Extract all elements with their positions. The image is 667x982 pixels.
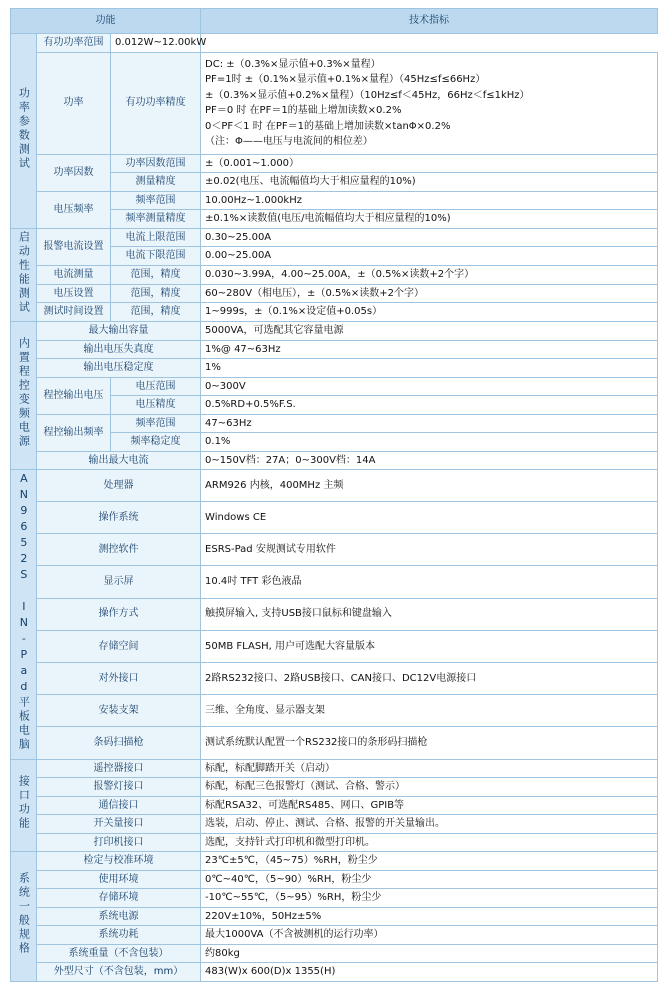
- row-label: 检定与校准环境: [37, 852, 201, 871]
- table-row: [11, 796, 658, 815]
- row-value: 0.00~25.00A: [201, 247, 658, 266]
- group-label-5: [11, 852, 37, 982]
- row-value: 23℃±5℃，（45~75）%RH，粉尘少: [201, 852, 658, 871]
- row-label: 报警灯接口: [37, 778, 201, 797]
- table-row: [11, 191, 658, 210]
- group-label-1: [11, 228, 37, 322]
- row-label: 电压设置: [37, 284, 111, 303]
- row-sublabel: 范围，精度: [111, 265, 201, 284]
- table-row: [11, 815, 658, 834]
- row-label: 显示屏: [37, 566, 201, 598]
- row-value: 1%@ 47~63Hz: [201, 340, 658, 359]
- row-value: 60~280V（相电压），±（0.5%×读数+2个字）: [201, 284, 658, 303]
- row-value: 约80kg: [201, 944, 658, 963]
- row-label: 最大输出容量: [37, 322, 201, 341]
- row-label: 输出电压稳定度: [37, 359, 201, 378]
- row-label: 存储环境: [37, 889, 201, 908]
- row-label: 测控软件: [37, 534, 201, 566]
- row-sublabel: 频率稳定度: [111, 433, 201, 452]
- row-sublabel: 频率测量精度: [111, 210, 201, 229]
- row-value: 标配，标配脚踏开关（启动）: [201, 759, 658, 778]
- value-line: DC: ±（0.3%×显示值+0.3%×量程）: [205, 58, 381, 70]
- row-value: ESRS-Pad 安规测试专用软件: [201, 534, 658, 566]
- row-label: 外型尺寸（不含包装，mm）: [37, 963, 201, 982]
- specification-table: [10, 8, 658, 982]
- group-label-2: [11, 322, 37, 470]
- table-row: [11, 695, 658, 727]
- row-label: 安装支架: [37, 695, 201, 727]
- row-label: 操作方式: [37, 598, 201, 630]
- row-value: 10.4吋 TFT 彩色液晶: [201, 566, 658, 598]
- row-value: 0.1%: [201, 433, 658, 452]
- value-line: PF=1时 ±（0.1%×显示值+0.1%×量程）（45Hz≤f≤66Hz）: [205, 74, 486, 85]
- row-value: 1%: [201, 359, 658, 378]
- row-value: 触摸屏输入, 支持USB接口鼠标和键盘输入: [201, 598, 658, 630]
- table-row: [11, 52, 658, 154]
- table-row: [11, 322, 658, 341]
- group-label-text: 内置程控变频电源: [17, 337, 31, 450]
- group-label-text: 系统一般规格: [17, 872, 31, 956]
- row-value: 220V±10%，50Hz±5%: [201, 907, 658, 926]
- row-value: 最大1000VA（不含被测机的运行功率）: [201, 926, 658, 945]
- row-value: 10.00Hz~1.000kHz: [201, 191, 658, 210]
- table-row: [11, 470, 658, 502]
- row-label: 系统重量（不含包装）: [37, 944, 201, 963]
- row-value: 5000VA，可选配其它容量电源: [201, 322, 658, 341]
- row-label: 对外接口: [37, 662, 201, 694]
- row-value: 1~999s，±（0.1%×设定值+0.05s）: [201, 303, 658, 322]
- row-value: 50MB FLASH, 用户可选配大容量版本: [201, 630, 658, 662]
- group-label-text: AN9652S IN-Pad平板电脑: [17, 472, 31, 752]
- row-value: ±（0.001~1.000）: [201, 154, 658, 173]
- value-line: PF＝0 时 在PF＝1的基础上增加读数×0.2%: [205, 105, 402, 116]
- row-label: 操作系统: [37, 502, 201, 534]
- row-value: ±0.02(电压、电流幅值均大于相应量程的10%): [201, 173, 658, 192]
- table-row: [11, 534, 658, 566]
- row-label: 打印机接口: [37, 833, 201, 852]
- row-value: 0℃~40℃，（5~90）%RH，粉尘少: [201, 870, 658, 889]
- table-row: [11, 630, 658, 662]
- row-sublabel: 电流上限范围: [111, 228, 201, 247]
- row-value: [201, 52, 658, 154]
- row-label: 电流测量: [37, 265, 111, 284]
- row-sublabel: 范围，精度: [111, 303, 201, 322]
- table-row: [11, 598, 658, 630]
- row-label: 报警电流设置: [37, 228, 111, 265]
- row-sublabel: 频率范围: [111, 414, 201, 433]
- row-value: ±0.1%×读数值(电压/电流幅值均大于相应量程的10%): [201, 210, 658, 229]
- row-value: 选配，支持针式打印机和微型打印机。: [201, 833, 658, 852]
- row-label: 系统功耗: [37, 926, 201, 945]
- table-row: [11, 963, 658, 982]
- row-sublabel: 频率范围: [111, 191, 201, 210]
- row-label: 电压频率: [37, 191, 111, 228]
- table-row: [11, 778, 658, 797]
- row-label: 输出电压失真度: [37, 340, 201, 359]
- table-header-row: [11, 9, 658, 34]
- table-row: [11, 566, 658, 598]
- row-sublabel: 电压范围: [111, 377, 201, 396]
- row-sublabel: 有功功率范围: [37, 34, 111, 53]
- row-value: 0~300V: [201, 377, 658, 396]
- row-label: 条码扫描枪: [37, 727, 201, 759]
- table-row: [11, 889, 658, 908]
- row-label: 通信接口: [37, 796, 201, 815]
- row-label: 功率因数: [37, 154, 111, 191]
- row-label: 处理器: [37, 470, 201, 502]
- row-label: 遥控器接口: [37, 759, 201, 778]
- row-label: 功率: [37, 52, 111, 154]
- row-value: 标配，标配三色报警灯（测试、合格、警示）: [201, 778, 658, 797]
- row-label: 系统电源: [37, 907, 201, 926]
- table-row: [11, 451, 658, 470]
- value-line: 0＜PF＜1 时 在PF＝1的基础上增加读数×tanΦ×0.2%: [205, 120, 451, 132]
- row-value: 47~63Hz: [201, 414, 658, 433]
- row-sublabel: 有功功率精度: [111, 52, 201, 154]
- row-sublabel: 范围，精度: [111, 284, 201, 303]
- row-label: 程控输出电压: [37, 377, 111, 414]
- row-value: 0.30~25.00A: [201, 228, 658, 247]
- table-row: [11, 926, 658, 945]
- row-label: 测试时间设置: [37, 303, 111, 322]
- header-function: 功能: [11, 9, 201, 34]
- table-row: [11, 377, 658, 396]
- table-row: [11, 727, 658, 759]
- table-row: [11, 228, 658, 247]
- table-row: [11, 907, 658, 926]
- table-row: [11, 284, 658, 303]
- row-label: 开关量接口: [37, 815, 201, 834]
- value-line: （注：Φ——电压与电流间的相位差）: [205, 136, 373, 147]
- row-value: 测试系统默认配置一个RS232接口的条形码扫描枪: [201, 727, 658, 759]
- table-row: [11, 833, 658, 852]
- row-value: ARM926 内核，400MHz 主频: [201, 470, 658, 502]
- row-sublabel: 测量精度: [111, 173, 201, 192]
- table-row: [11, 414, 658, 433]
- group-label-3: [11, 470, 37, 760]
- group-label-text: 接口功能: [17, 775, 31, 831]
- row-label: 使用环境: [37, 870, 201, 889]
- row-value: 483(W)x 600(D)x 1355(H): [201, 963, 658, 982]
- row-value: -10℃~55℃，（5~95）%RH，粉尘少: [201, 889, 658, 908]
- table-row: [11, 759, 658, 778]
- table-row: [11, 870, 658, 889]
- row-value: 0~150V档：27A；0~300V档：14A: [201, 451, 658, 470]
- table-row: [11, 502, 658, 534]
- table-row: [11, 852, 658, 871]
- value-line: ±（0.3%×显示值+0.2%×量程）（10Hz≤f＜45Hz，66Hz＜f≤1kHz）: [205, 89, 530, 101]
- table-row: [11, 265, 658, 284]
- row-value: 2路RS232接口、2路USB接口、CAN接口、DC12V电源接口: [201, 662, 658, 694]
- table-row: [11, 359, 658, 378]
- row-sublabel: 电流下限范围: [111, 247, 201, 266]
- table-row: [11, 34, 658, 53]
- table-row: [11, 662, 658, 694]
- row-label: 程控输出频率: [37, 414, 111, 451]
- row-value: 0.030~3.99A，4.00~25.00A，±（0.5%×读数+2个字）: [201, 265, 658, 284]
- row-label: 存储空间: [37, 630, 201, 662]
- row-value: 选装，启动、停止、测试、合格、报警的开关量输出。: [201, 815, 658, 834]
- row-value: 0.5%RD+0.5%F.S.: [201, 396, 658, 415]
- group-label-text: 启动性能测试: [17, 230, 31, 315]
- table-row: [11, 944, 658, 963]
- table-row: [11, 340, 658, 359]
- row-value: 0.012W~12.00kW: [111, 34, 201, 53]
- group-label-4: [11, 759, 37, 852]
- row-value: 标配RSA32、可选配RS485、网口、GPIB等: [201, 796, 658, 815]
- table-row: [11, 154, 658, 173]
- group-label-text: 功率参数测试: [17, 86, 31, 171]
- row-value: 三维、全角度、显示器支架: [201, 695, 658, 727]
- table-row: [11, 303, 658, 322]
- row-value: Windows CE: [201, 502, 658, 534]
- header-spec: 技术指标: [201, 9, 658, 34]
- row-sublabel: 电压精度: [111, 396, 201, 415]
- group-label-0: [11, 34, 37, 229]
- row-label: 输出最大电流: [37, 451, 201, 470]
- row-sublabel: 功率因数范围: [111, 154, 201, 173]
